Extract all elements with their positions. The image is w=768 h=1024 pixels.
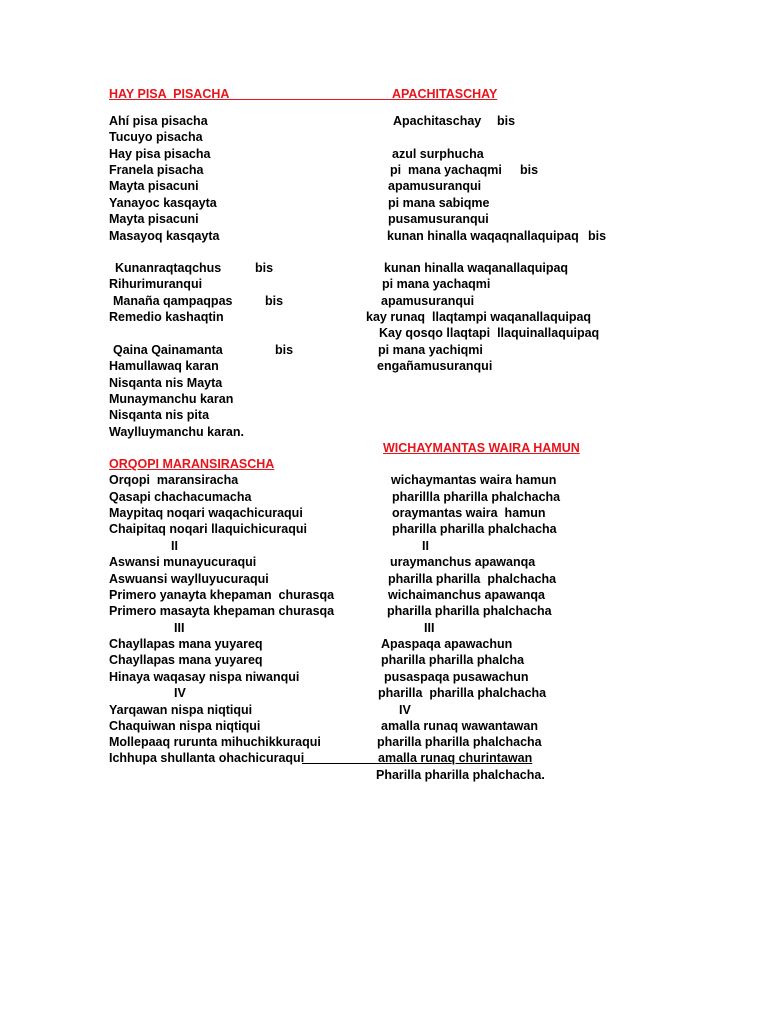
repeat-marker-bis: bis: [275, 343, 294, 357]
lyric-line: Primero yanayta khepaman churasqa: [109, 588, 335, 602]
repeat-marker-bis: bis: [255, 261, 274, 275]
lyric-line: Maypitaq noqari waqachicuraqui: [109, 506, 303, 520]
lyric-line: kay runaq llaqtampi waqanallaquipaq: [366, 310, 592, 324]
lyric-line: Kunanraqtaqchus: [115, 261, 222, 275]
song-title-apachitaschay: APACHITASCHAY: [392, 87, 498, 101]
verse-number: III: [424, 621, 435, 635]
lyric-line: Yanayoc kasqayta: [109, 196, 217, 210]
lyric-line: Aswansi munayucuraqui: [109, 555, 257, 569]
lyric-line: kunan hinalla waqaqnallaquipaq: [387, 229, 579, 243]
lyric-line: pi mana sabiqme: [388, 196, 490, 210]
lyric-line: pi mana yachiqmi: [378, 343, 483, 357]
repeat-marker-bis: bis: [265, 294, 284, 308]
lyric-line: Aswuansi waylluyucuraqui: [109, 572, 269, 586]
lyric-line: pusamusuranqui: [388, 212, 489, 226]
lyric-line: kunan hinalla waqanallaquipaq: [384, 261, 569, 275]
title-underline-rule: [222, 99, 392, 100]
lyric-line: Apachitaschay: [393, 114, 482, 128]
lyric-line: Remedio kashaqtin: [109, 310, 224, 324]
lyric-line: Waylluymanchu karan.: [109, 425, 244, 439]
lyric-line: Kay qosqo llaqtapi llaquinallaquipaq: [379, 326, 600, 340]
lyric-line: Rihurimuranqui: [109, 277, 203, 291]
song-title-wichaymantas-waira-hamun: WICHAYMANTAS WAIRA HAMUN: [383, 441, 580, 455]
lyric-line: pharilla pharilla phalchacha: [377, 735, 542, 749]
lyric-line: Orqopi maransiracha: [109, 473, 239, 487]
lyric-line: Pharilla pharilla phalchacha.: [376, 768, 545, 782]
underline-rule: [302, 763, 378, 764]
lyric-line: pharilla pharilla phalchacha: [388, 572, 557, 586]
lyric-line: Manaña qampaqpas: [113, 294, 233, 308]
lyric-line: Qaina Qainamanta: [113, 343, 223, 357]
song-title-orqopi-maransirascha: ORQOPI MARANSIRASCHA: [109, 457, 275, 471]
lyric-line: pi mana yachaqmi: [382, 277, 491, 291]
lyric-line: uraymanchus apawanqa: [390, 555, 536, 569]
song-title-hay-pisa-pisacha: HAY PISA PISACHA: [109, 87, 230, 101]
lyric-line: amalla runaq wawantawan: [381, 719, 538, 733]
lyric-line: apamusuranqui: [388, 179, 482, 193]
lyric-line: Chaquiwan nispa niqtiqui: [109, 719, 261, 733]
lyric-line: pharilla pharilla phalcha: [381, 653, 525, 667]
lyric-line: Mollepaaq rurunta mihuchikkuraqui: [109, 735, 321, 749]
verse-number: II: [171, 539, 178, 553]
lyric-line: Chayllapas mana yuyareq: [109, 653, 263, 667]
lyric-line: apamusuranqui: [381, 294, 475, 308]
lyric-line: Ahí pisa pisacha: [109, 114, 208, 128]
repeat-marker-bis: bis: [497, 114, 516, 128]
lyric-line: pharilla pharilla phalchacha: [378, 686, 547, 700]
lyric-line: oraymantas waira hamun: [392, 506, 546, 520]
lyric-line: Yarqawan nispa niqtiqui: [109, 703, 253, 717]
lyric-line: Mayta pisacuni: [109, 179, 199, 193]
lyric-line: Franela pisacha: [109, 163, 204, 177]
repeat-marker-bis: bis: [520, 163, 539, 177]
lyric-line: Qasapi chachacumacha: [109, 490, 252, 504]
lyric-line: pharillla pharilla phalchacha: [392, 490, 561, 504]
lyric-line: Hinaya waqasay nispa niwanqui: [109, 670, 300, 684]
lyric-line: pharilla pharilla phalchacha: [392, 522, 557, 536]
lyric-line: wichaimanchus apawanqa: [388, 588, 545, 602]
lyric-line: azul surphucha: [392, 147, 484, 161]
verse-number: III: [174, 621, 185, 635]
lyric-line: Mayta pisacuni: [109, 212, 199, 226]
lyric-line: pusaspaqa pusawachun: [384, 670, 529, 684]
repeat-marker-bis: bis: [588, 229, 607, 243]
lyric-line: Nisqanta nis pita: [109, 408, 210, 422]
lyric-line: Munaymanchu karan: [109, 392, 234, 406]
lyric-line: engañamusuranqui: [377, 359, 493, 373]
lyric-line: Nisqanta nis Mayta: [109, 376, 223, 390]
lyric-line: Masayoq kasqayta: [109, 229, 220, 243]
verse-number: IV: [399, 703, 411, 717]
lyric-line: Chaipitaq noqari llaquichicuraqui: [109, 522, 307, 536]
lyric-line: wichaymantas waira hamun: [391, 473, 557, 487]
lyric-line: Ichhupa shullanta ohachicuraqui: [109, 751, 305, 765]
lyric-line: pharilla pharilla phalchacha: [387, 604, 552, 618]
verse-number: II: [422, 539, 429, 553]
lyric-line: Primero masayta khepaman churasqa: [109, 604, 335, 618]
lyric-line: Tucuyo pisacha: [109, 130, 203, 144]
lyric-line: Hamullawaq karan: [109, 359, 219, 373]
verse-number: IV: [174, 686, 186, 700]
lyric-line: Chayllapas mana yuyareq: [109, 637, 263, 651]
lyric-line: amalla runaq churintawan: [378, 751, 533, 765]
lyric-line: Apaspaqa apawachun: [381, 637, 513, 651]
lyric-line: Hay pisa pisacha: [109, 147, 211, 161]
lyric-line: pi mana yachaqmi: [390, 163, 502, 177]
